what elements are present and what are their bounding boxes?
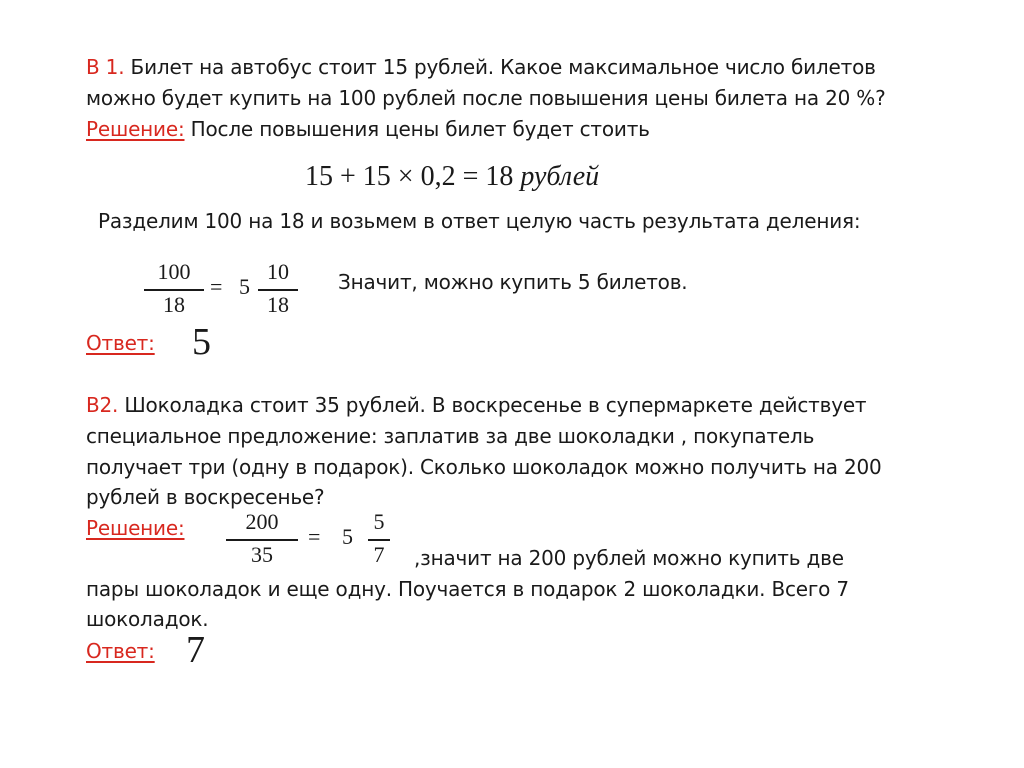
problem2-remainder-denominator: 7: [373, 542, 385, 567]
problem1-solution-label: Решение:: [86, 117, 185, 141]
problem2-fraction-denominator: 35: [251, 542, 273, 567]
problem1-label: В 1.: [86, 55, 125, 79]
problem1-text-line1: Билет на автобус стоит 15 рублей. Какое максимальное число билетов: [130, 55, 876, 79]
problem2-equals-sign: =: [308, 524, 321, 549]
problem1-solution-text: После повышения цены билет будет стоить: [190, 117, 650, 141]
problem1-fraction-denominator: 18: [163, 292, 185, 317]
problem2-remainder-numerator: 5: [373, 509, 385, 534]
problem2-answer-label: Ответ:: [86, 639, 155, 663]
problem1-remainder-fraction: [258, 260, 298, 320]
problem2-remainder-fraction: [368, 510, 390, 570]
problem1-equals-sign: =: [210, 274, 223, 299]
problem2-fraction: [226, 510, 298, 570]
problem1-whole-part: 5: [239, 274, 250, 299]
problem2-text-line1: Шоколадка стоит 35 рублей. В воскресенье в супермаркете действует: [124, 393, 867, 417]
problem2-line1: [86, 390, 866, 421]
problem1-solution-line: [86, 114, 650, 145]
problem2-text-line4: рублей в воскресенье?: [86, 485, 325, 509]
problem1-answer-value: 5: [192, 321, 211, 363]
problem1-remainder-denominator: 18: [267, 292, 289, 317]
problem2-remainder-bar: [368, 539, 390, 541]
problem2-text-line3: получает три (одну в подарок). Сколько шоколадок можно получить на 200: [86, 455, 882, 479]
problem2-text-line7: шоколадок.: [86, 607, 209, 631]
problem2-answer-value: 7: [186, 629, 205, 671]
problem1-line1: [86, 52, 876, 83]
problem1-division-text: Разделим 100 на 18 и возьмем в ответ целую часть результата деления:: [98, 209, 861, 233]
problem1-remainder-bar: [258, 289, 298, 291]
problem2-text-line2: специальное предложение: заплатив за две шоколадки , покупатель: [86, 424, 815, 448]
problem1-formula-unit: рублей: [520, 161, 600, 192]
problem2-label: В2.: [86, 393, 119, 417]
problem1-fraction-numerator: 100: [157, 259, 191, 284]
problem2-whole-part: 5: [342, 524, 353, 549]
problem1-answer-label: Ответ:: [86, 331, 155, 355]
problem1-conclusion: Значит, можно купить 5 билетов.: [338, 270, 688, 294]
problem2-text-line6: пары шоколадок и еще одну. Поучается в подарок 2 шоколадки. Всего 7: [86, 577, 849, 601]
problem1-remainder-numerator: 10: [267, 259, 289, 284]
problem2-solution-label: Решение:: [86, 516, 185, 540]
problem2-text-line5: ,значит на 200 рублей можно купить две: [414, 546, 844, 570]
problem1-formula-expression: 15 + 15 × 0,2 = 18: [305, 161, 514, 192]
problem1-fraction: [144, 260, 204, 320]
problem1-fraction-bar: [144, 289, 204, 291]
problem2-fraction-bar: [226, 539, 298, 541]
problem1-text-line2: можно будет купить на 100 рублей после повышения цены билета на 20 %?: [86, 86, 886, 110]
problem1-formula: [305, 160, 599, 194]
problem2-fraction-numerator: 200: [245, 509, 279, 534]
